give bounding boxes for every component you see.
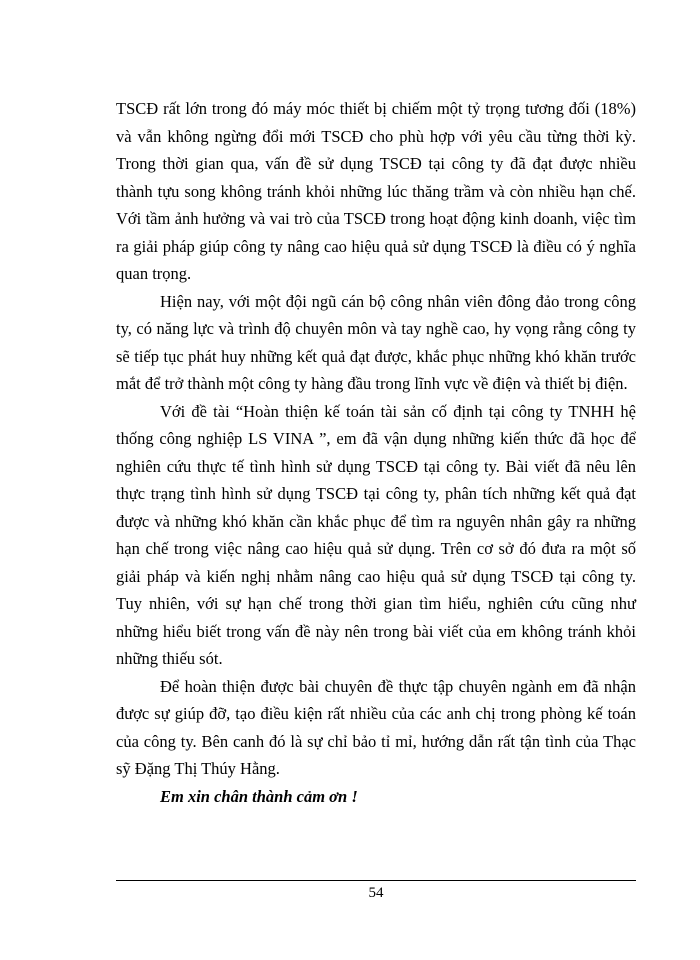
paragraph-3: Với đề tài “Hoàn thiện kế toán tài sản cố định tại công ty TNHH hệ thống công nghiệp LS VINA ”, em đã vận dụng những kiến thức đã học để nghiên cứu thực tế tình hình sử dụng TSCĐ tại công ty. Bài viết đã nêu lên thực trạng tình hình sử dụng TSCĐ tại công ty, phân tích những kết quả đạt được và những khó khăn cần khắc phục để tìm ra nguyên nhân gây ra những hạn chế trong việc nâng cao hiệu quả sử dụng. Trên cơ sở đó đưa ra một số giải pháp và kiến nghị nhằm nâng cao hiệu quả sử dụng TSCĐ tại công ty. Tuy nhiên, với sự hạn chế trong thời gian tìm hiểu, nghiên cứu cũng như những hiểu biết trong vấn đề này nên trong bài viết của em không tránh khỏi những thiếu sót. <box>116 401 636 668</box>
closing-line: Em xin chân thành cảm ơn ! <box>160 786 358 806</box>
paragraph-1: TSCĐ rất lớn trong đó máy móc thiết bị chiếm một tỷ trọng tương đối (18%) và vẫn không ngừng đổi mới TSCĐ cho phù hợp với yêu cầu từng thời kỳ. Trong thời gian qua, vấn đề sử dụng TSCĐ tại công ty đã đạt được nhiều thành tựu song không tránh khỏi những lúc thăng trầm và còn nhiều hạn chế. Với tầm ảnh hưởng và vai trò của TSCĐ trong hoạt động kinh doanh, việc tìm ra giải pháp giúp công ty nâng cao hiệu quả sử dụng TSCĐ là điều có ý nghĩa quan trọng. <box>116 99 636 283</box>
paragraph-2: Hiện nay, với một đội ngũ cán bộ công nhân viên đông đảo trong công ty, có năng lực và trình độ chuyên môn và tay nghề cao, hy vọng rằng công ty sẽ tiếp tục phát huy những kết quả đạt được, khắc phục những khó khăn trước mắt để trở thành một công ty hàng đầu trong lĩnh vực về điện và thiết bị điện. <box>116 291 636 393</box>
body-text <box>116 95 636 810</box>
footer-divider <box>116 880 636 881</box>
page-number: 54 <box>368 885 384 901</box>
paragraph-4: Để hoàn thiện được bài chuyên đề thực tập chuyên ngành em đã nhận được sự giúp đỡ, tạo điều kiện rất nhiều của các anh chị trong phòng kế toán của công ty. Bên canh đó là sự chỉ bảo tỉ mỉ, hướng dẫn rất tận tình của Thạc sỹ Đặng Thị Thúy Hằng. <box>116 676 636 778</box>
